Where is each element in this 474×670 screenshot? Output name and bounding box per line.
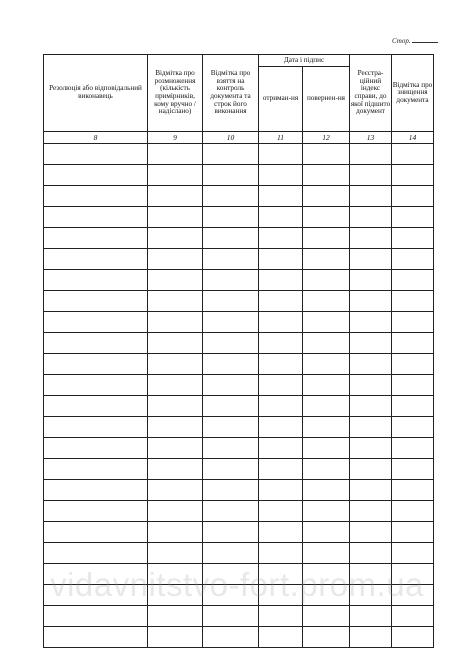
table-cell[interactable] xyxy=(148,312,203,333)
table-cell[interactable] xyxy=(44,396,148,417)
table-cell[interactable] xyxy=(259,396,303,417)
table-cell[interactable] xyxy=(350,333,392,354)
table-cell[interactable] xyxy=(259,480,303,501)
table-cell[interactable] xyxy=(350,291,392,312)
table-cell[interactable] xyxy=(350,375,392,396)
table-cell[interactable] xyxy=(44,627,148,648)
table-cell[interactable] xyxy=(148,480,203,501)
table-cell[interactable] xyxy=(350,354,392,375)
table-row xyxy=(44,501,434,522)
table-cell[interactable] xyxy=(148,186,203,207)
table-cell[interactable] xyxy=(259,354,303,375)
table-cell[interactable] xyxy=(392,249,434,270)
col-header-copy-mark: Відмітка про розмноження (кількість примірників, кому вручно /надіслано) xyxy=(148,55,203,132)
table-row xyxy=(44,291,434,312)
column-number: 8 xyxy=(44,132,148,144)
table-cell[interactable] xyxy=(350,543,392,564)
table-cell[interactable] xyxy=(44,459,148,480)
table-cell[interactable] xyxy=(44,606,148,627)
table-cell[interactable] xyxy=(259,522,303,543)
table-cell[interactable] xyxy=(303,480,350,501)
table-cell[interactable] xyxy=(303,165,350,186)
page-number-label xyxy=(392,35,438,45)
table-cell[interactable] xyxy=(44,291,148,312)
table-cell[interactable] xyxy=(303,501,350,522)
table-cell[interactable] xyxy=(148,438,203,459)
column-number: 13 xyxy=(350,132,392,144)
table-cell[interactable] xyxy=(350,438,392,459)
table-cell[interactable] xyxy=(350,480,392,501)
watermark: vidavnitstvo-fort.prom.ua xyxy=(50,566,424,603)
table-cell[interactable] xyxy=(259,501,303,522)
table-row xyxy=(44,627,434,648)
table-cell[interactable] xyxy=(392,438,434,459)
table-cell[interactable] xyxy=(350,186,392,207)
table-cell[interactable] xyxy=(44,333,148,354)
table-cell[interactable] xyxy=(148,165,203,186)
table-cell[interactable] xyxy=(350,249,392,270)
table-cell[interactable] xyxy=(350,606,392,627)
table-cell[interactable] xyxy=(350,207,392,228)
page-label-text: Стор. xyxy=(392,37,411,45)
table-cell[interactable] xyxy=(148,207,203,228)
table-cell[interactable] xyxy=(259,228,303,249)
register-table xyxy=(43,54,434,648)
table-cell[interactable] xyxy=(350,396,392,417)
table-cell[interactable] xyxy=(392,522,434,543)
table-cell[interactable] xyxy=(44,144,148,165)
table-cell[interactable] xyxy=(303,396,350,417)
table-cell[interactable] xyxy=(148,459,203,480)
table-cell[interactable] xyxy=(303,522,350,543)
col-header-received: отриман-ня xyxy=(259,67,303,132)
table-cell[interactable] xyxy=(259,186,303,207)
table-cell[interactable] xyxy=(303,207,350,228)
table-cell[interactable] xyxy=(392,333,434,354)
table-cell[interactable] xyxy=(44,249,148,270)
table-cell[interactable] xyxy=(148,228,203,249)
table-cell[interactable] xyxy=(392,270,434,291)
table-cell[interactable] xyxy=(259,312,303,333)
table-cell[interactable] xyxy=(303,144,350,165)
table-cell[interactable] xyxy=(350,417,392,438)
table-cell[interactable] xyxy=(303,543,350,564)
table-cell[interactable] xyxy=(44,186,148,207)
table-cell[interactable] xyxy=(203,627,259,648)
page-number-blank xyxy=(412,35,438,43)
col-header-returned: повернен-ня xyxy=(303,67,350,132)
table-cell[interactable] xyxy=(392,207,434,228)
table-cell[interactable] xyxy=(303,459,350,480)
table-cell[interactable] xyxy=(44,543,148,564)
table-cell[interactable] xyxy=(148,375,203,396)
table-row xyxy=(44,144,434,165)
table-cell[interactable] xyxy=(203,291,259,312)
table-cell[interactable] xyxy=(148,543,203,564)
table-cell[interactable] xyxy=(148,249,203,270)
table-row xyxy=(44,606,434,627)
table-cell[interactable] xyxy=(259,375,303,396)
table-cell[interactable] xyxy=(303,186,350,207)
table-cell[interactable] xyxy=(303,291,350,312)
table-cell[interactable] xyxy=(303,270,350,291)
table-cell[interactable] xyxy=(259,270,303,291)
table-cell[interactable] xyxy=(44,438,148,459)
table-cell[interactable] xyxy=(303,438,350,459)
table-cell[interactable] xyxy=(203,606,259,627)
table-cell[interactable] xyxy=(259,291,303,312)
table-row xyxy=(44,438,434,459)
table-cell[interactable] xyxy=(148,270,203,291)
table-cell[interactable] xyxy=(392,396,434,417)
table-cell[interactable] xyxy=(392,312,434,333)
table-cell[interactable] xyxy=(203,165,259,186)
table-cell[interactable] xyxy=(303,249,350,270)
table-cell[interactable] xyxy=(392,543,434,564)
table-cell[interactable] xyxy=(148,396,203,417)
table-cell[interactable] xyxy=(148,144,203,165)
table-cell[interactable] xyxy=(259,543,303,564)
table-cell[interactable] xyxy=(303,333,350,354)
table-cell[interactable] xyxy=(303,417,350,438)
table-cell[interactable] xyxy=(44,375,148,396)
table-cell[interactable] xyxy=(392,228,434,249)
table-cell[interactable] xyxy=(392,606,434,627)
table-cell[interactable] xyxy=(44,480,148,501)
table-cell[interactable] xyxy=(44,270,148,291)
table-cell[interactable] xyxy=(44,312,148,333)
table-cell[interactable] xyxy=(44,228,148,249)
table-cell[interactable] xyxy=(148,417,203,438)
table-cell[interactable] xyxy=(203,501,259,522)
table-row xyxy=(44,522,434,543)
table-cell[interactable] xyxy=(392,186,434,207)
table-cell[interactable] xyxy=(203,480,259,501)
table-row xyxy=(44,165,434,186)
table-cell[interactable] xyxy=(303,312,350,333)
table-cell[interactable] xyxy=(203,459,259,480)
table-cell[interactable] xyxy=(350,459,392,480)
table-cell[interactable] xyxy=(203,333,259,354)
table-cell[interactable] xyxy=(392,165,434,186)
table-cell[interactable] xyxy=(259,459,303,480)
table-row xyxy=(44,480,434,501)
table-row xyxy=(44,459,434,480)
col-header-control-mark: Відмітка про взяття на контроль документа та строк його виконання xyxy=(203,55,259,132)
table-cell[interactable] xyxy=(259,249,303,270)
table-cell[interactable] xyxy=(259,606,303,627)
table-cell[interactable] xyxy=(203,438,259,459)
table-cell[interactable] xyxy=(350,228,392,249)
table-cell[interactable] xyxy=(44,522,148,543)
table-cell[interactable] xyxy=(350,144,392,165)
column-number-row xyxy=(44,132,434,144)
table-cell[interactable] xyxy=(203,396,259,417)
table-cell[interactable] xyxy=(203,270,259,291)
table-cell[interactable] xyxy=(392,480,434,501)
table-cell[interactable] xyxy=(350,165,392,186)
table-cell[interactable] xyxy=(44,354,148,375)
table-cell[interactable] xyxy=(203,375,259,396)
table-cell[interactable] xyxy=(44,501,148,522)
table-cell[interactable] xyxy=(350,501,392,522)
table-cell[interactable] xyxy=(392,354,434,375)
col-header-destroy-mark: Відмітка про знищення документа xyxy=(392,55,434,132)
table-cell[interactable] xyxy=(148,522,203,543)
table-row xyxy=(44,186,434,207)
table-cell[interactable] xyxy=(259,144,303,165)
col-header-resolution: Резолюція або відповідальний виконавець xyxy=(44,55,148,132)
table-cell[interactable] xyxy=(303,627,350,648)
table-row xyxy=(44,543,434,564)
table-cell[interactable] xyxy=(303,228,350,249)
table-row xyxy=(44,207,434,228)
table-cell[interactable] xyxy=(392,417,434,438)
table-row xyxy=(44,228,434,249)
table-cell[interactable] xyxy=(203,543,259,564)
table-cell[interactable] xyxy=(203,186,259,207)
table-cell[interactable] xyxy=(148,333,203,354)
table-cell[interactable] xyxy=(303,354,350,375)
table-cell[interactable] xyxy=(259,165,303,186)
table-cell[interactable] xyxy=(203,312,259,333)
table-row xyxy=(44,375,434,396)
column-number: 10 xyxy=(203,132,259,144)
table-cell[interactable] xyxy=(203,417,259,438)
table-cell[interactable] xyxy=(303,375,350,396)
table-cell[interactable] xyxy=(148,501,203,522)
table-cell[interactable] xyxy=(392,459,434,480)
table-cell[interactable] xyxy=(148,354,203,375)
table-cell[interactable] xyxy=(203,228,259,249)
table-cell[interactable] xyxy=(148,606,203,627)
table-cell[interactable] xyxy=(203,522,259,543)
column-number: 14 xyxy=(392,132,434,144)
table-cell[interactable] xyxy=(259,417,303,438)
table-cell[interactable] xyxy=(350,522,392,543)
table-cell[interactable] xyxy=(392,375,434,396)
column-number: 9 xyxy=(148,132,203,144)
table-cell[interactable] xyxy=(44,207,148,228)
table-cell[interactable] xyxy=(148,291,203,312)
table-cell[interactable] xyxy=(259,438,303,459)
column-number: 12 xyxy=(303,132,350,144)
table-cell[interactable] xyxy=(44,165,148,186)
table-cell[interactable] xyxy=(148,627,203,648)
table-cell[interactable] xyxy=(259,207,303,228)
table-cell[interactable] xyxy=(350,312,392,333)
table-cell[interactable] xyxy=(259,333,303,354)
table-cell[interactable] xyxy=(203,354,259,375)
table-row xyxy=(44,270,434,291)
table-cell[interactable] xyxy=(203,144,259,165)
table-cell[interactable] xyxy=(392,291,434,312)
table-cell[interactable] xyxy=(350,627,392,648)
table-row xyxy=(44,333,434,354)
col-header-date-sign: Дата і підпис xyxy=(259,55,350,67)
table-cell[interactable] xyxy=(203,249,259,270)
table-cell[interactable] xyxy=(392,501,434,522)
table-row xyxy=(44,396,434,417)
table-row xyxy=(44,249,434,270)
table-cell[interactable] xyxy=(392,627,434,648)
table-cell[interactable] xyxy=(259,627,303,648)
table-cell[interactable] xyxy=(350,270,392,291)
table-cell[interactable] xyxy=(203,207,259,228)
table-row xyxy=(44,312,434,333)
table-cell[interactable] xyxy=(44,417,148,438)
table-row xyxy=(44,354,434,375)
table-cell[interactable] xyxy=(392,144,434,165)
table-cell[interactable] xyxy=(303,606,350,627)
table-row xyxy=(44,417,434,438)
column-number: 11 xyxy=(259,132,303,144)
col-header-reg-index: Реєстра-ційний індекс справи, до якої підшито документ xyxy=(350,55,392,132)
